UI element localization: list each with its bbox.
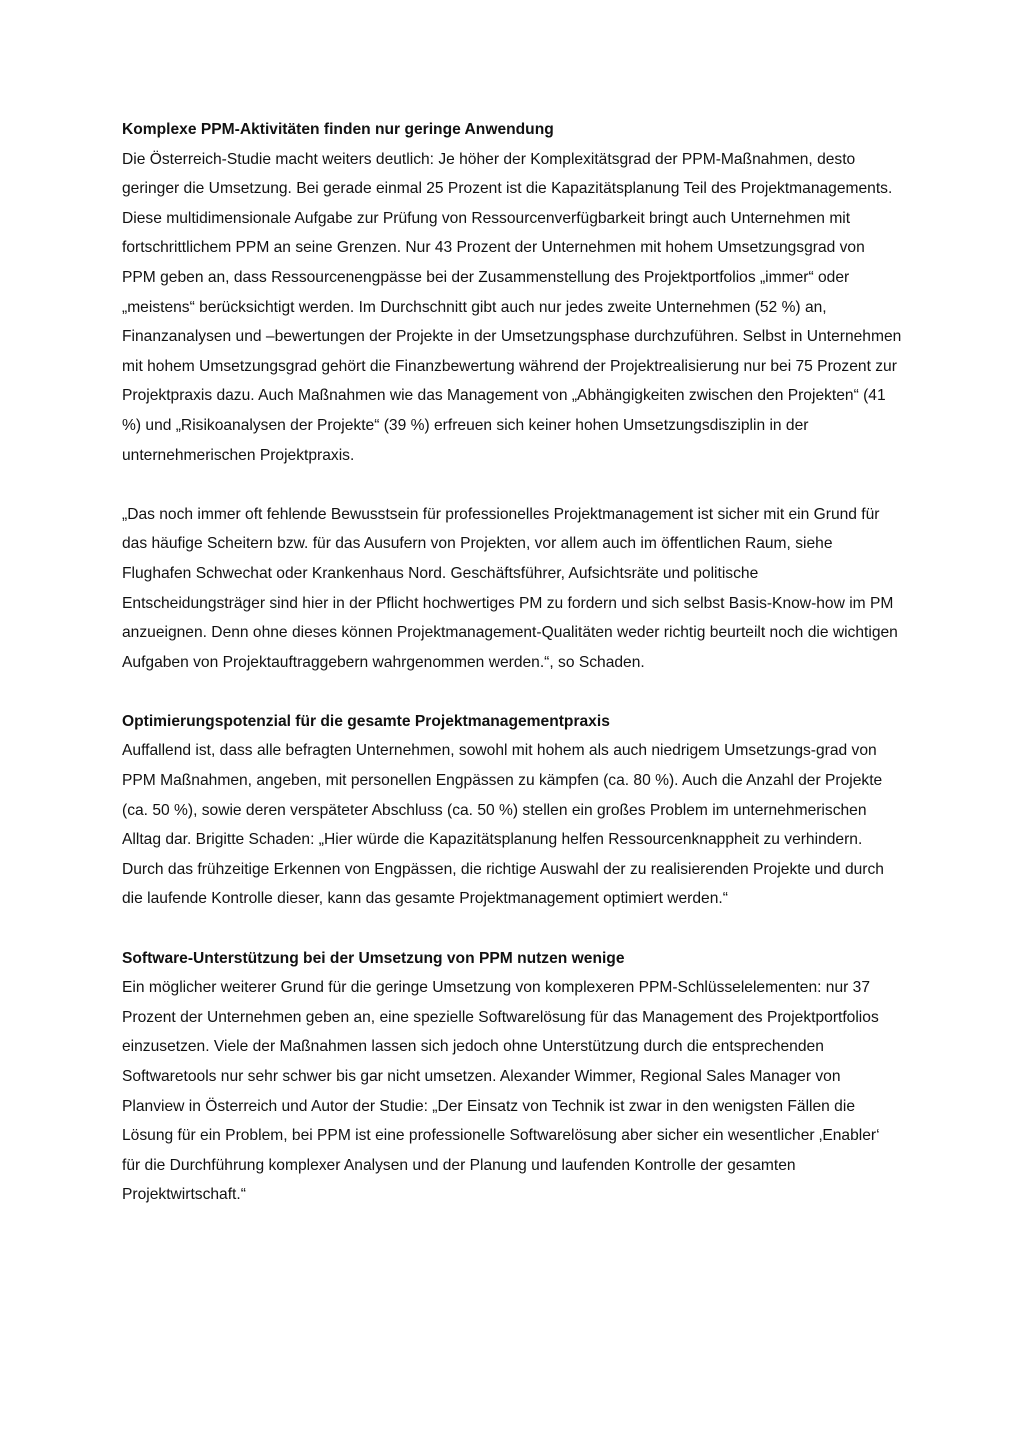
paragraph-spacer (122, 677, 902, 707)
paragraph-optimization: Auffallend ist, dass alle befragten Unternehmen, sowohl mit hohem als auch niedrigem Umsetzungs-grad von PPM Maßnahmen, angeben, mit personellen Engpässen zu kämpfen (ca. 80 %). Auch die Anzahl der Projekte (ca. 50 %), sowie deren verspäteter Abschluss (ca. 50 %) stellen ein großes Problem im unternehmerischen Alltag dar. Brigitte Schaden: „Hier würde die Kapazitätsplanung helfen Ressourcenknappheit zu verhindern. Durch das frühzeitige Erkennen von Engpässen, die richtige Auswahl der zu realisierenden Projekte und durch die laufende Kontrolle dieser, kann das gesamte Projektmanagement optimiert werden.“ (122, 742, 884, 908)
section-heading-optimization: Optimierungspotenzial für die gesamte Projektmanagementpraxis (122, 712, 610, 730)
section-heading-ppm-activities: Komplexe PPM-Aktivitäten finden nur geringe Anwendung (122, 121, 554, 138)
paragraph-software: Ein möglicher weiterer Grund für die geringe Umsetzung von komplexeren PPM-Schlüsselelementen: nur 37 Prozent der Unternehmen geben an, eine spezielle Softwarelösung für das Management des Projektportfolios einzusetzen. Viele der Maßnahmen lassen sich jedoch ohne Unterstützung durch die entsprechenden Softwaretools nur sehr schwer bis gar nicht umsetzen. Alexander Wimmer, Regional Sales Manager von Planview in Österreich und Autor der Studie: „Der Einsatz von Technik ist zwar in den wenigsten Fällen die Lösung für ein Problem, bei PPM ist eine professionelle Softwarelösung aber sicher ein wesentlicher ‚Enabler‘ für die Durchführung komplexer Analysen und der Planung und laufenden Kontrolle der gesamten Projektwirtschaft.“ (122, 979, 880, 1204)
paragraph-spacer (122, 914, 902, 944)
paragraph-austria-study: Die Österreich-Studie macht weiters deutlich: Je höher der Komplexitätsgrad der PPM-Maßnahmen, desto geringer die Umsetzung. Bei gerade einmal 25 Prozent ist die Kapazitätsplanung Teil des Projektmanagements. Diese multidimensionale Aufgabe zur Prüfung von Ressourcenverfügbarkeit bringt auch Unternehmen mit fortschrittlichem PPM an seine Grenzen. Nur 43 Prozent der Unternehmen mit hohem Umsetzungsgrad von PPM geben an, dass Ressourcenengpässe bei der Zusammenstellung des Projektportfolios „immer“ oder „meistens“ berücksichtigt werden. Im Durchschnitt gibt auch nur jedes zweite Unternehmen (52 %) an, Finanzanalysen und –bewertungen der Projekte in der Umsetzungsphase durchzuführen. Selbst in Unternehmen mit hohem Umsetzungsgrad gehört die Finanzbewertung während der Projektrealisierung nur bei 75 Prozent zur Projektpraxis dazu. Auch Maßnahmen wie das Management von „Abhängigkeiten zwischen den Projekten“ (41 %) und „Risikoanalysen der Projekte“ (39 %) erfreuen sich keiner hohen Umsetzungsdisziplin in der unternehmerischen Projektpraxis. (122, 150, 902, 464)
paragraph-quote-schaden: „Das noch immer oft fehlende Bewusstsein für professionelles Projektmanagement ist sicher mit ein Grund für das häufige Scheitern bzw. für das Ausufern von Projekten, vor allem auch im öffentlichen Raum, siehe Flughafen Schwechat oder Krankenhaus Nord. Geschäftsführer, Aufsichtsräte und politische Entscheidungsträger sind hier in der Pflicht hochwertiges PM zu fordern und sich selbst Basis-Know-how im PM anzueignen. Denn ohne dieses können Projektmanagement-Qualitäten weder richtig beurteilt noch die wichtigen Aufgaben von Projektauftraggebern wahrgenommen werden.“, so Schaden. (122, 505, 898, 671)
document-page (122, 115, 902, 1210)
section-heading-software: Software-Unterstützung bei der Umsetzung von PPM nutzen wenige (122, 949, 625, 967)
paragraph-spacer (122, 470, 902, 500)
